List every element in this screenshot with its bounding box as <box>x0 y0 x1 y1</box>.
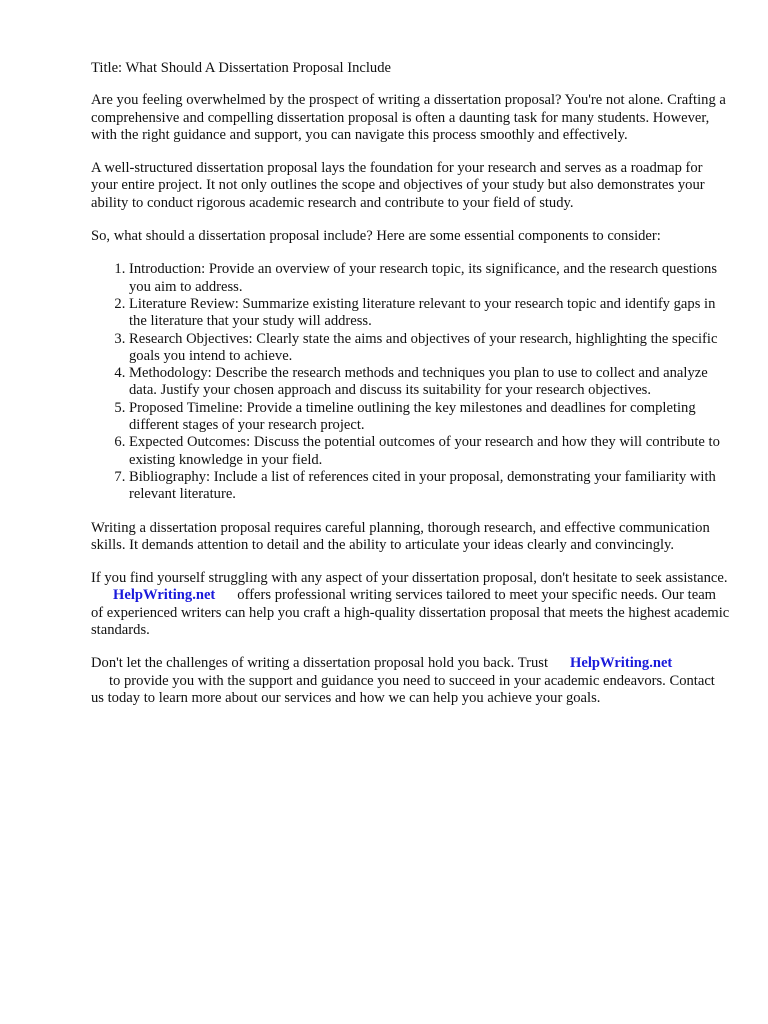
assistance-text-before: If you find yourself struggling with any aspect of your dissertation proposal, don't hesitate to seek assistance. <box>91 570 728 587</box>
list-item: 2. Literature Review: Summarize existing literature relevant to your research topic and identify gaps in the literature that your study will address. <box>129 296 731 331</box>
helpwriting-link[interactable]: HelpWriting.net <box>113 587 216 604</box>
closing-text-after: to provide you with the support and guidance you need to succeed in your academic endeavors. Contact us today to learn more about our services and how we can help you achieve your goals. <box>91 672 715 706</box>
foundation-paragraph: A well-structured dissertation proposal lays the foundation for your research and serves as a roadmap for your entire project. It not only outlines the scope and objectives of your study but also demonstrates your ability to conduct rigorous academic research and contribute to your field of study. <box>91 160 705 211</box>
list-item: 1. Introduction: Provide an overview of your research topic, its significance, and the research questions you aim to address. <box>129 261 731 296</box>
list-item: 4. Methodology: Describe the research methods and techniques you plan to use to collect and analyze data. Justify your chosen approach and discuss its suitability for your research objectives. <box>129 365 731 400</box>
components-list <box>91 261 731 503</box>
document-page <box>91 60 731 723</box>
closing-paragraph <box>91 655 731 707</box>
intro-paragraph: Are you feeling overwhelmed by the prospect of writing a dissertation proposal? You're not alone. Crafting a comprehensive and compelling dissertation proposal is often a daunting task for many students. However, with the right guidance and support, you can navigate this process smoothly and effectively. <box>91 92 726 143</box>
list-item: 6. Expected Outcomes: Discuss the potential outcomes of your research and how they will contribute to existing knowledge in your field. <box>129 434 731 469</box>
list-item: 7. Bibliography: Include a list of references cited in your proposal, demonstrating your familiarity with relevant literature. <box>129 469 731 504</box>
list-item: 5. Proposed Timeline: Provide a timeline outlining the key milestones and deadlines for completing different stages of your research project. <box>129 400 731 435</box>
list-item: 3. Research Objectives: Clearly state the aims and objectives of your research, highlighting the specific goals you intend to achieve. <box>129 331 731 366</box>
question-paragraph: So, what should a dissertation proposal include? Here are some essential components to consider: <box>91 228 661 245</box>
assistance-text-after: offers professional writing services tailored to meet your specific needs. Our team of experienced writers can help you craft a high-quality dissertation proposal that meets the highest academic standards. <box>91 587 730 639</box>
skills-paragraph: Writing a dissertation proposal requires careful planning, thorough research, and effective communication skills. It demands attention to detail and the ability to articulate your ideas clearly and convincingly. <box>91 519 710 553</box>
closing-text-before: Don't let the challenges of writing a dissertation proposal hold you back. Trust <box>91 655 548 672</box>
document-title: Title: What Should A Dissertation Proposal Include <box>91 60 391 76</box>
assistance-paragraph <box>91 570 731 639</box>
helpwriting-link[interactable]: HelpWriting.net <box>570 655 673 672</box>
